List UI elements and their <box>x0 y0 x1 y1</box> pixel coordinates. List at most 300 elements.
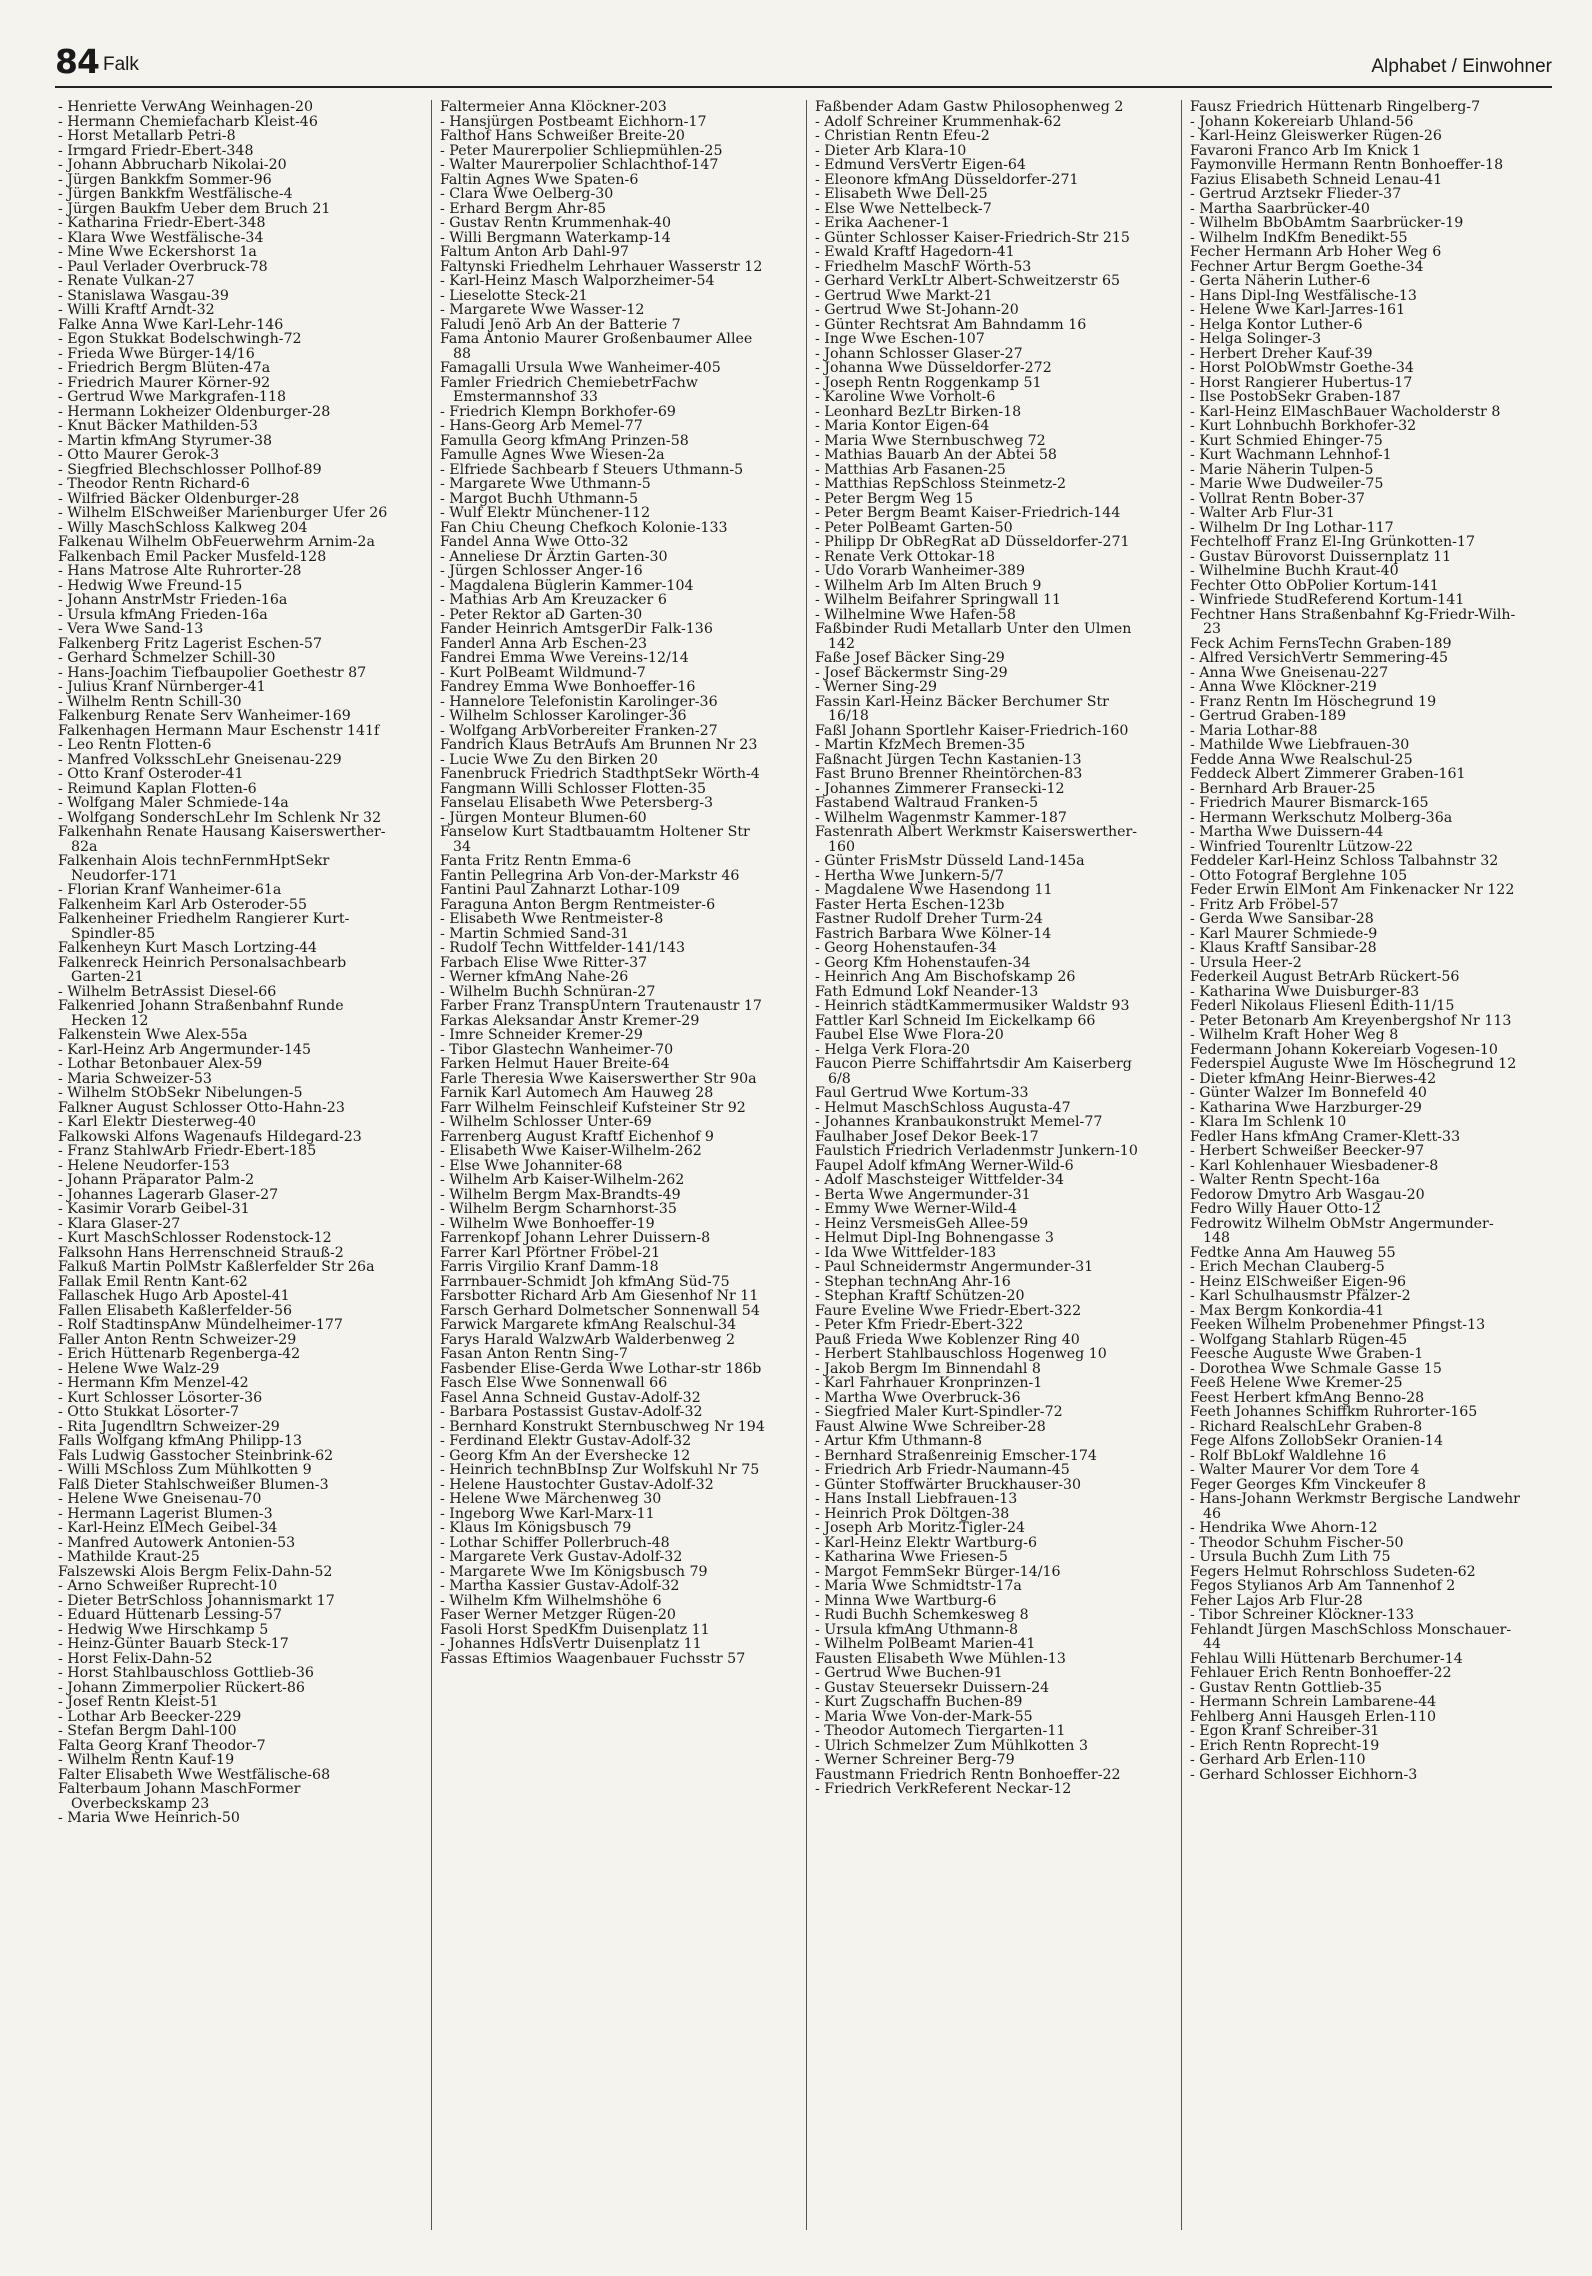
directory-entry: - Margarete Wwe Wasser-12 <box>440 302 645 318</box>
directory-entry: - Jürgen Bankkfm Sommer-96 <box>58 171 272 188</box>
directory-entry: - Jakob Bergm Im Binnendahl 8 <box>815 1360 1041 1377</box>
directory-entry: Famulla Georg kfmAng Prinzen-58 <box>440 432 689 449</box>
directory-entry: - Julius Kranf Nürnberger-41 <box>58 679 266 695</box>
directory-entry: - Ulrich Schmelzer Zum Mühlkotten 3 <box>815 1737 1088 1754</box>
directory-entry: - Stephan technAng Ahr-16 <box>815 1273 1011 1290</box>
directory-entry: - Willy MaschSchloss Kalkweg 204 <box>58 519 308 536</box>
directory-entry: - Vera Wwe Sand-13 <box>58 621 204 637</box>
directory-entry: - Josef Bäckermstr Sing-29 <box>815 664 1008 681</box>
directory-entry: - Martin kfmAng Styrumer-38 <box>58 432 273 449</box>
directory-entry: - Günter Stoffwärter Bruckhauser-30 <box>815 1476 1082 1493</box>
directory-entry: - Walter Rentn Specht-16a <box>1190 1172 1380 1188</box>
directory-entry: - Katharina Friedr-Ebert-348 <box>58 215 266 231</box>
directory-entry: - Hans Matrose Alte Ruhrorter-28 <box>58 563 302 579</box>
directory-entry: - Gerhard Schlosser Eichhorn-3 <box>1190 1766 1418 1783</box>
directory-entry: - Kurt MaschSchlosser Rodenstock-12 <box>58 1230 332 1246</box>
directory-entry: - Artur Kfm Uthmann-8 <box>815 1433 983 1449</box>
directory-entry: - Wilhelm Schlosser Unter-69 <box>440 1114 652 1130</box>
directory-entry: - Margot FemmSekr Bürger-14/16 <box>815 1563 1061 1580</box>
directory-column-1 <box>58 100 388 1826</box>
directory-entry: - Jürgen Schlosser Anger-16 <box>440 563 643 579</box>
directory-entry: - Gertrud Wwe Markt-21 <box>815 287 993 304</box>
directory-entry: - Emmy Wwe Werner-Wild-4 <box>815 1201 1017 1217</box>
directory-entry: Falkenheyn Kurt Masch Lortzing-44 <box>58 940 318 956</box>
directory-entry: - Renate Vulkan-27 <box>58 273 195 289</box>
directory-entry: Falkenreck Heinrich Personalsachbearb Garten-21 <box>58 954 347 985</box>
directory-entry: - Leo Rentn Flotten-6 <box>58 737 212 753</box>
directory-entry: - Jürgen Monteur Blumen-60 <box>440 809 647 826</box>
directory-entry: - Wilhelm Rentn Kauf-19 <box>58 1752 235 1768</box>
directory-entry: Fallak Emil Rentn Kant-62 <box>58 1273 248 1290</box>
directory-entry: - Wilhelm BbObAmtm Saarbrücker-19 <box>1190 215 1464 231</box>
directory-entry: - Joseph Arb Moritz-Tigler-24 <box>815 1520 1026 1536</box>
directory-entry: - Friedrich Klempn Borkhofer-69 <box>440 403 676 420</box>
directory-entry: Farrenberg August Kraftf Eichenhof 9 <box>440 1128 714 1145</box>
directory-entry: Fasan Anton Rentn Sing-7 <box>440 1346 628 1362</box>
directory-entry: - Helene Wwe Märchenweg 30 <box>440 1491 662 1507</box>
directory-entry: - Elfriede Sachbearb f Steuers Uthmann-5 <box>440 461 744 478</box>
directory-entry: Faster Herta Eschen-123b <box>815 896 1005 913</box>
directory-entry: - Bernhard Arb Brauer-25 <box>1190 780 1376 797</box>
directory-entry: Federmann Johann Kokereiarb Vogesen-10 <box>1190 1041 1498 1058</box>
directory-entry: - Stephan Kraftf Schützen-20 <box>815 1288 1025 1304</box>
directory-entry: Faure Eveline Wwe Friedr-Ebert-322 <box>815 1302 1082 1319</box>
directory-entry: - Horst Rangierer Hubertus-17 <box>1190 374 1413 391</box>
directory-entry: - Wolfgang ArbVorbereiter Franken-27 <box>440 722 718 739</box>
running-headword: Falk <box>103 54 139 75</box>
directory-entry: Fandrey Emma Wwe Bonhoeffer-16 <box>440 679 696 695</box>
directory-entry: Faßbender Adam Gastw Philosophenweg 2 <box>815 99 1124 115</box>
directory-entry: - Maria Wwe Schmidtstr-17a <box>815 1578 1022 1594</box>
directory-entry: - Winfriede StudReferend Kortum-141 <box>1190 592 1465 608</box>
directory-entry: - Werner kfmAng Nahe-26 <box>440 969 629 985</box>
directory-entry: - Johannes Zimmerer Fransecki-12 <box>815 780 1065 797</box>
directory-entry: - Wilhelmine Buchh Kraut-40 <box>1190 563 1399 579</box>
directory-entry: - Johann AnstrMstr Frieden-16a <box>58 592 288 608</box>
directory-entry: - Wilhelm IndKfm Benedikt-55 <box>1190 229 1408 246</box>
directory-entry: - Ewald Kraftf Hagedorn-41 <box>815 244 1015 260</box>
directory-entry: - Siegfried Maler Kurt-Spindler-72 <box>815 1404 1063 1420</box>
directory-entry: Falkuß Martin PolMstr Kaßlerfelder Str 26a <box>58 1259 375 1275</box>
directory-entry: Fedler Hans kfmAng Cramer-Klett-33 <box>1190 1128 1461 1145</box>
directory-entry: Fasch Else Wwe Sonnenwall 66 <box>440 1375 668 1391</box>
directory-entry: Fallaschek Hugo Arb Apostel-41 <box>58 1288 290 1304</box>
directory-entry: - Gustav Bürovorst Duissernplatz 11 <box>1190 548 1452 565</box>
directory-entry: - Magdalene Wwe Hasendong 11 <box>815 882 1053 898</box>
directory-entry: Fausten Elisabeth Wwe Mühlen-13 <box>815 1650 1066 1667</box>
directory-entry: - Peter Bergm Beamt Kaiser-Friedrich-144 <box>815 505 1121 521</box>
directory-entry: Farsch Gerhard Dolmetscher Sonnenwall 54 <box>440 1302 760 1319</box>
directory-entry: Faludi Jenö Arb An der Batterie 7 <box>440 316 681 333</box>
directory-entry: Fechner Artur Bergm Goethe-34 <box>1190 258 1424 275</box>
directory-entry: Falkenhain Alois technFernmHptSekr Neudorfer-171 <box>58 853 330 884</box>
directory-entry: Farrenkopf Johann Lehrer Duissern-8 <box>440 1230 711 1246</box>
directory-entry: Falkenheim Karl Arb Osteroder-55 <box>58 896 307 913</box>
directory-entry: - Helmut MaschSchloss Augusta-47 <box>815 1099 1071 1116</box>
directory-entry: Fedde Anna Wwe Realschul-25 <box>1190 751 1413 768</box>
directory-entry: - Wilfried Bäcker Oldenburger-28 <box>58 490 300 507</box>
directory-entry: - Gerhard Arb Erlen-110 <box>1190 1752 1366 1768</box>
directory-entry: - Karl-Heinz Elektr Wartburg-6 <box>815 1534 1037 1551</box>
directory-entry: - Werner Schreiner Berg-79 <box>815 1752 1015 1768</box>
directory-entry: Falkenhagen Hermann Maur Eschenstr 141f <box>58 722 380 739</box>
directory-entry: Fecher Hermann Arb Hoher Weg 6 <box>1190 244 1442 260</box>
directory-entry: - Wilhelm PolBeamt Marien-41 <box>815 1636 1036 1652</box>
directory-entry: - Philipp Dr ObRegRat aD Düsseldorfer-271 <box>815 534 1130 550</box>
directory-entry: - Dieter kfmAng Heinr-Bierwes-42 <box>1190 1070 1437 1087</box>
directory-entry: Falksohn Hans Herrenschneid Strauß-2 <box>58 1244 344 1261</box>
directory-entry: - Hans Install Liebfrauen-13 <box>815 1491 1018 1507</box>
directory-entry: - Hedwig Wwe Hirschkamp 5 <box>58 1621 269 1638</box>
directory-entry: Feher Lajos Arb Flur-28 <box>1190 1592 1363 1609</box>
directory-entry: - Elisabeth Wwe Rentmeister-8 <box>440 911 664 927</box>
directory-entry: - Mathias Bauarb An der Abtei 58 <box>815 447 1057 463</box>
directory-entry: - Kurt Schlosser Lösorter-36 <box>58 1389 263 1406</box>
directory-entry: - Mathilde Wwe Liebfrauen-30 <box>1190 737 1410 753</box>
directory-entry: - Florian Kranf Wanheimer-61a <box>58 882 282 898</box>
directory-entry: Fander Heinrich AmtsgerDir Falk-136 <box>440 621 713 637</box>
column-divider <box>431 100 432 2230</box>
directory-entry: Fanselow Kurt Stadtbauamtm Holtener Str 34 <box>440 824 750 855</box>
directory-entry: - Günter Schlosser Kaiser-Friedrich-Str 215 <box>815 229 1130 246</box>
directory-entry: - Walter Arb Flur-31 <box>1190 505 1335 521</box>
directory-entry: - Hans-Joachim Tiefbaupolier Goethestr 87 <box>58 664 367 681</box>
directory-entry: - Marie Wwe Dudweiler-75 <box>1190 476 1384 492</box>
directory-entry: Fanenbruck Friedrich StadthptSekr Wörth-4 <box>440 766 760 782</box>
directory-entry: - Joseph Rentn Roggenkamp 51 <box>815 374 1042 391</box>
directory-entry: Feger Georges Kfm Vinckeufer 8 <box>1190 1476 1427 1493</box>
directory-entry: - Ursula Buchh Zum Lith 75 <box>1190 1549 1391 1565</box>
directory-entry: - Helga Kontor Luther-6 <box>1190 316 1363 333</box>
directory-entry: - Wolfgang Stahlarb Rügen-45 <box>1190 1331 1408 1348</box>
directory-entry: Feddeler Karl-Heinz Schloss Talbahnstr 32 <box>1190 853 1499 869</box>
directory-entry: Falkenried Johann Straßenbahnf Runde Hecken 12 <box>58 998 344 1029</box>
directory-entry: - Renate Verk Ottokar-18 <box>815 548 996 565</box>
directory-entry: Fazius Elisabeth Schneid Lenau-41 <box>1190 171 1443 188</box>
directory-entry: Faust Alwine Wwe Schreiber-28 <box>815 1418 1046 1435</box>
directory-entry: - Ferdinand Elektr Gustav-Adolf-32 <box>440 1433 692 1449</box>
directory-entry: - Rita Jugendltrn Schweizer-29 <box>58 1418 280 1435</box>
directory-entry: Feck Achim FernsTechn Graben-189 <box>1190 635 1452 652</box>
directory-entry: - Marie Näherin Tulpen-5 <box>1190 461 1374 478</box>
directory-entry: Faßbinder Rudi Metallarb Unter den Ulmen 142 <box>815 621 1132 652</box>
directory-entry: - Friedrich Maurer Bismarck-165 <box>1190 795 1429 811</box>
directory-entry: Federkeil August BetrArb Rückert-56 <box>1190 969 1460 985</box>
directory-entry: - Peter Rektor aD Garten-30 <box>440 606 643 623</box>
directory-entry: Faßl Johann Sportlehr Kaiser-Friedrich-160 <box>815 722 1129 739</box>
directory-entry: - Heinrich Ang Am Bischofskamp 26 <box>815 969 1076 985</box>
directory-entry: - Hannelore Telefonistin Karolinger-36 <box>440 693 718 710</box>
directory-entry: - Gerhard Schmelzer Schill-30 <box>58 650 276 666</box>
directory-entry: - Margot Buchh Uthmann-5 <box>440 490 639 507</box>
directory-entry: - Wilhelmine Wwe Hafen-58 <box>815 606 1016 623</box>
directory-entry: - Karl Kohlenhauer Wiesbadener-8 <box>1190 1157 1439 1174</box>
directory-entry: Fassas Eftimios Waagenbauer Fuchsstr 57 <box>440 1650 746 1667</box>
directory-entry: Faulstich Friedrich Verladenmstr Junkern-10 <box>815 1143 1138 1159</box>
directory-entry: Faucon Pierre Schiffahrtsdir Am Kaiserberg 6/8 <box>815 1056 1132 1087</box>
column-divider <box>1181 100 1182 2230</box>
directory-entry: - Matthias RepSchloss Steinmetz-2 <box>815 476 1067 492</box>
directory-entry: Falszewski Alois Bergm Felix-Dahn-52 <box>58 1563 333 1580</box>
directory-entry: - Lothar Schiffer Pollerbruch-48 <box>440 1534 670 1551</box>
directory-entry: Fastner Rudolf Dreher Turm-24 <box>815 911 1043 927</box>
directory-entry: - Berta Wwe Angermunder-31 <box>815 1186 1031 1203</box>
directory-entry: Fals Ludwig Gasstocher Steinbrink-62 <box>58 1447 334 1464</box>
directory-entry: - Kurt PolBeamt Wildmund-7 <box>440 664 646 681</box>
directory-entry: - Johann Schlosser Glaser-27 <box>815 345 1023 362</box>
directory-entry: - Willi Bergmann Waterkamp-14 <box>440 229 671 246</box>
directory-entry: - Wulf Elektr Münchener-112 <box>440 505 651 521</box>
directory-entry: Faltynski Friedhelm Lehrhauer Wasserstr 12 <box>440 258 763 275</box>
directory-entry: - Georg Hohenstaufen-34 <box>815 940 997 956</box>
directory-entry: - Horst PolObWmstr Goethe-34 <box>1190 360 1414 376</box>
directory-entry: - Gertrud Wwe Buchen-91 <box>815 1665 1003 1681</box>
directory-entry: - Günter Rechtsrat Am Bahndamm 16 <box>815 316 1087 333</box>
directory-entry: - Wilhelm Bergm Scharnhorst-35 <box>440 1201 677 1217</box>
directory-entry: - Ursula kfmAng Uthmann-8 <box>815 1621 1019 1638</box>
directory-entry: - Leonhard BezLtr Birken-18 <box>815 403 1022 420</box>
directory-entry: - Theodor Automech Tiergarten-11 <box>815 1723 1066 1739</box>
directory-entry: Fallen Elisabeth Kaßlerfelder-56 <box>58 1302 292 1319</box>
directory-entry: Falkenburg Renate Serv Wanheimer-169 <box>58 708 351 724</box>
directory-entry: - Gertrud Graben-189 <box>1190 708 1347 724</box>
directory-entry: Faßnacht Jürgen Techn Kastanien-13 <box>815 751 1082 768</box>
directory-entry: Fassin Karl-Heinz Bäcker Berchumer Str 16/18 <box>815 693 1109 724</box>
directory-entry: - Johann Abbrucharb Nikolai-20 <box>58 157 287 173</box>
directory-entry: - Adolf Maschsteiger Wittfelder-34 <box>815 1172 1065 1188</box>
directory-entry: Falthof Hans Schweißer Breite-20 <box>440 128 685 144</box>
directory-entry: - Wolfgang Maler Schmiede-14a <box>58 795 289 811</box>
directory-entry: - Theodor Rentn Richard-6 <box>58 476 250 492</box>
directory-entry: Falkowski Alfons Wagenaufs Hildegard-23 <box>58 1128 362 1145</box>
directory-entry: - Mine Wwe Eckershorst 1a <box>58 244 257 260</box>
directory-entry: Fehlau Willi Hüttenarb Berchumer-14 <box>1190 1650 1463 1667</box>
directory-entry: - Imre Schneider Kremer-29 <box>440 1027 643 1043</box>
directory-entry: - Eleonore kfmAng Düsseldorfer-271 <box>815 171 1079 188</box>
directory-entry: - Erika Aachener-1 <box>815 215 950 231</box>
directory-entry: - Manfred Autowerk Antonien-53 <box>58 1534 296 1551</box>
directory-entry: - Karoline Wwe Vorholt-6 <box>815 389 996 405</box>
directory-entry: - Willi MSchloss Zum Mühlkotten 9 <box>58 1462 312 1478</box>
directory-entry: - Wilhelm Dr Ing Lothar-117 <box>1190 519 1394 536</box>
directory-entry: Farrer Karl Pförtner Fröbel-21 <box>440 1244 661 1261</box>
directory-entry: Faller Anton Rentn Schweizer-29 <box>58 1331 297 1348</box>
column-divider <box>806 100 807 2230</box>
directory-entry: Falkenau Wilhelm ObFeuerwehrm Arnim-2a <box>58 534 375 550</box>
directory-entry: Fandel Anna Wwe Otto-32 <box>440 534 629 550</box>
directory-entry: - Helmut Dipl-Ing Bohnengasse 3 <box>815 1230 1054 1246</box>
directory-entry: - Maria Lothar-88 <box>1190 722 1318 739</box>
directory-entry: - Karl-Heinz Arb Angermunder-145 <box>58 1041 312 1058</box>
directory-entry: - Vollrat Rentn Bober-37 <box>1190 490 1365 507</box>
directory-entry: - Erich Hüttenarb Regenberga-42 <box>58 1346 301 1362</box>
directory-entry: - Fritz Arb Fröbel-57 <box>1190 896 1339 913</box>
section-title: Alphabet / Einwohner <box>1371 56 1552 77</box>
directory-entry: - Hans-Georg Arb Memel-77 <box>440 418 643 434</box>
directory-entry: Fechtner Hans Straßenbahnf Kg-Friedr-Wilh-23 <box>1190 606 1516 637</box>
directory-entry: Fechtelhoff Franz El-Ing Grünkotten-17 <box>1190 534 1475 550</box>
directory-entry: Federspiel Auguste Wwe Im Höschegrund 12 <box>1190 1056 1517 1072</box>
directory-entry: - Egon Stukkat Bodelschwingh-72 <box>58 331 302 347</box>
directory-entry: - Kurt Wachmann Lehnhof-1 <box>1190 447 1392 463</box>
directory-entry: Farle Theresia Wwe Kaiserswerther Str 90a <box>440 1070 757 1087</box>
directory-entry: - Stefan Bergm Dahl-100 <box>58 1723 237 1739</box>
directory-entry: - Karl Elektr Diesterweg-40 <box>58 1114 257 1130</box>
directory-entry: Farris Virgilio Kranf Damm-18 <box>440 1259 659 1275</box>
directory-entry: Fastabend Waltraud Franken-5 <box>815 795 1039 811</box>
directory-entry: - Maria Schweizer-53 <box>58 1070 212 1087</box>
directory-entry: Fast Bruno Brenner Rheintörchen-83 <box>815 766 1083 782</box>
directory-entry: Federl Nikolaus Fliesenl Edith-11/15 <box>1190 998 1455 1014</box>
directory-entry: - Wolfgang SonderschLehr Im Schlenk Nr 32 <box>58 809 382 826</box>
directory-entry: Falterbaum Johann MaschFormer Overbeckskamp 23 <box>58 1781 301 1812</box>
directory-entry: Fasbender Elise-Gerda Wwe Lothar-str 186b <box>440 1360 762 1377</box>
directory-column-4 <box>1190 100 1520 1782</box>
directory-entry: Famagalli Ursula Wwe Wanheimer-405 <box>440 360 721 376</box>
directory-entry: - Wilhelm Wagenmstr Kammer-187 <box>815 809 1067 826</box>
directory-entry: - Karl Maurer Schmiede-9 <box>1190 925 1378 942</box>
directory-entry: - Paul Verlader Overbruck-78 <box>58 258 268 275</box>
directory-entry: - Wilhelm Buchh Schnüran-27 <box>440 983 656 1000</box>
directory-entry: - Martha Saarbrücker-40 <box>1190 200 1370 217</box>
directory-entry: - Herbert Schweißer Beecker-97 <box>1190 1143 1425 1159</box>
directory-entry: - Margarete Wwe Im Königsbusch 79 <box>440 1563 708 1580</box>
directory-entry: - Helene Wwe Walz-29 <box>58 1360 220 1377</box>
page-header <box>55 40 1552 88</box>
directory-entry: - Hedwig Wwe Freund-15 <box>58 577 243 594</box>
directory-entry: - Martha Wwe Overbruck-36 <box>815 1389 1021 1406</box>
directory-entry: - Karl-Heinz Gleiswerker Rügen-26 <box>1190 128 1442 144</box>
directory-entry: - Rolf BbLokf Waldlehne 16 <box>1190 1447 1387 1464</box>
directory-entry: - Johann Kokereiarb Uhland-56 <box>1190 113 1414 130</box>
directory-entry: Faltum Anton Arb Dahl-97 <box>440 244 629 260</box>
directory-entry: - Kurt Zugschaffn Buchen-89 <box>815 1694 1023 1710</box>
directory-entry: Farkas Aleksandar Anstr Kremer-29 <box>440 1012 700 1029</box>
directory-entry: - Lothar Betonbauer Alex-59 <box>58 1056 263 1072</box>
directory-entry: - Rolf StadtinspAnw Mündelheimer-177 <box>58 1317 343 1333</box>
directory-entry: - Gertrud Wwe Markgrafen-118 <box>58 389 287 405</box>
directory-entry: - Klara Wwe Westfälische-34 <box>58 229 264 246</box>
directory-entry: Falta Georg Kranf Theodor-7 <box>58 1737 266 1754</box>
directory-entry: - Bernhard Konstrukt Sternbuschweg Nr 194 <box>440 1418 765 1435</box>
directory-entry: - Hertha Wwe Junkern-5/7 <box>815 867 1004 884</box>
directory-entry: - Anna Wwe Klöckner-219 <box>1190 679 1377 695</box>
directory-entry: - Barbara Postassist Gustav-Adolf-32 <box>440 1404 703 1420</box>
directory-entry: Farken Helmut Hauer Breite-64 <box>440 1056 670 1072</box>
directory-entry: - Jürgen Baukfm Ueber dem Bruch 21 <box>58 200 331 217</box>
directory-entry: Famulle Agnes Wwe Wiesen-2a <box>440 447 665 463</box>
directory-entry: - Else Wwe Johanniter-68 <box>440 1157 623 1174</box>
directory-entry: - Ursula Heer-2 <box>1190 954 1302 971</box>
directory-entry: Falkenstein Wwe Alex-55a <box>58 1027 248 1043</box>
directory-entry: Faubel Else Wwe Flora-20 <box>815 1027 1004 1043</box>
directory-entry: - Otto Maurer Gerok-3 <box>58 447 220 463</box>
directory-entry: - Stanislawa Wasgau-39 <box>58 287 229 304</box>
directory-entry: - Elisabeth Wwe Dell-25 <box>815 186 988 202</box>
directory-entry: - Gerda Wwe Sansibar-28 <box>1190 911 1374 927</box>
directory-entry: - Jürgen Bankkfm Westfälische-4 <box>58 186 293 202</box>
directory-entry: Feeken Wilhelm Probenehmer Pfingst-13 <box>1190 1317 1486 1333</box>
directory-entry: - Peter Bergm Weg 15 <box>815 490 974 507</box>
directory-entry: - Walter Maurerpolier Schlachthof-147 <box>440 157 719 173</box>
directory-entry: Farsbotter Richard Arb Am Giesenhof Nr 11 <box>440 1288 759 1304</box>
directory-entry: Fausz Friedrich Hüttenarb Ringelberg-7 <box>1190 99 1481 115</box>
directory-entry: Falkenhahn Renate Hausang Kaiserswerther-82a <box>58 824 386 855</box>
directory-entry: Falter Elisabeth Wwe Westfälische-68 <box>58 1766 331 1783</box>
directory-entry: - Gerta Näherin Luther-6 <box>1190 273 1371 289</box>
directory-entry: - Richard RealschLehr Graben-8 <box>1190 1418 1423 1435</box>
directory-entry: Farnik Karl Automech Am Hauweg 28 <box>440 1085 714 1101</box>
directory-entry: - Wilhelm StObSekr Nibelungen-5 <box>58 1085 303 1101</box>
directory-entry: - Kurt Schmied Ehinger-75 <box>1190 432 1383 449</box>
directory-entry: - Tibor Glastechn Wanheimer-70 <box>440 1041 674 1058</box>
directory-entry: Falß Dieter Stahlschweißer Blumen-3 <box>58 1476 329 1493</box>
directory-entry: Farr Wilhelm Feinschleif Kufsteiner Str 92 <box>440 1099 746 1116</box>
directory-entry: - Hermann Kfm Menzel-42 <box>58 1375 249 1391</box>
directory-entry: Fedro Willy Hauer Otto-12 <box>1190 1201 1381 1217</box>
directory-entry: - Otto Stukkat Lösorter-7 <box>58 1404 240 1420</box>
directory-entry: Farbach Elise Wwe Ritter-37 <box>440 954 648 971</box>
directory-entry: Fangmann Willi Schlosser Flotten-35 <box>440 780 707 797</box>
directory-entry: - Christian Rentn Efeu-2 <box>815 128 990 144</box>
directory-entry: Fanderl Anna Arb Eschen-23 <box>440 635 647 652</box>
directory-entry: - Udo Vorarb Wanheimer-389 <box>815 563 1026 579</box>
directory-entry: - Martha Kassier Gustav-Adolf-32 <box>440 1578 680 1594</box>
directory-entry: - Werner Sing-29 <box>815 679 938 695</box>
directory-entry: - Winfried Tourenltr Lützow-22 <box>1190 838 1414 855</box>
directory-entry: Falkenberg Fritz Lagerist Eschen-57 <box>58 635 322 652</box>
directory-entry: - Johannes Kranbaukonstrukt Memel-77 <box>815 1114 1103 1130</box>
directory-entry: - Karl Fahrhauer Kronprinzen-1 <box>815 1375 1043 1391</box>
directory-entry: - Günter FrisMstr Düsseld Land-145a <box>815 853 1085 869</box>
directory-entry: - Kasimir Vorarb Geibel-31 <box>58 1201 250 1217</box>
directory-entry: - Georg Kfm Hohenstaufen-34 <box>815 954 1031 971</box>
directory-entry: Pauß Frieda Wwe Koblenzer Ring 40 <box>815 1331 1080 1348</box>
directory-entry: - Maria Wwe Sternbuschweg 72 <box>815 432 1046 449</box>
directory-entry: - Katharina Wwe Harzburger-29 <box>1190 1099 1422 1116</box>
directory-entry: - Otto Fotograf Berglehne 105 <box>1190 867 1408 884</box>
directory-entry: Fasoli Horst SpedKfm Duisenplatz 11 <box>440 1621 710 1638</box>
directory-entry: Fath Edmund Lokf Neander-13 <box>815 983 1039 1000</box>
directory-entry: - Egon Kranf Schreiber-31 <box>1190 1723 1380 1739</box>
directory-entry: - Anna Wwe Gneisenau-227 <box>1190 664 1389 681</box>
directory-entry: Faltermeier Anna Klöckner-203 <box>440 99 667 115</box>
directory-entry: Feder Erwin ElMont Am Finkenacker Nr 122 <box>1190 882 1515 898</box>
directory-entry: Fastenrath Albert Werkmstr Kaiserswerther-160 <box>815 824 1138 855</box>
directory-entry: - Hansjürgen Postbeamt Eichhorn-17 <box>440 113 707 130</box>
directory-entry: Faltin Agnes Wwe Spaten-6 <box>440 171 639 188</box>
directory-entry: - Magdalena Büglerin Kammer-104 <box>440 577 694 594</box>
directory-entry: - Otto Kranf Osteroder-41 <box>58 766 244 782</box>
directory-entry: - Erhard Bergm Ahr-85 <box>440 200 607 217</box>
directory-entry: - Johann Präparator Palm-2 <box>58 1172 255 1188</box>
directory-entry: - Friedrich VerkReferent Neckar-12 <box>815 1781 1072 1797</box>
directory-entry: Fedorow Dmytro Arb Wasgau-20 <box>1190 1186 1425 1203</box>
directory-entry: - Friedhelm MaschF Wörth-53 <box>815 258 1032 275</box>
directory-entry: - Katharina Wwe Duisburger-83 <box>1190 983 1420 1000</box>
directory-entry: - Walter Maurer Vor dem Tore 4 <box>1190 1462 1420 1478</box>
directory-entry: - Peter Maurerpolier Schliepmühlen-25 <box>440 142 723 159</box>
directory-entry: - Rudolf Techn Wittfelder-141/143 <box>440 940 685 956</box>
directory-entry: Fandrei Emma Wwe Vereins-12/14 <box>440 650 689 666</box>
directory-entry: Farrnbauer-Schmidt Joh kfmAng Süd-75 <box>440 1273 730 1290</box>
directory-entry: - Eduard Hüttenarb Lessing-57 <box>58 1607 282 1623</box>
directory-column-3 <box>815 100 1145 1797</box>
directory-entry: - Knut Bäcker Mathilden-53 <box>58 418 258 434</box>
directory-entry: - Klaus Im Königsbusch 79 <box>440 1520 632 1536</box>
directory-entry: - Josef Rentn Kleist-51 <box>58 1694 219 1710</box>
directory-entry: - Heinrich städtKammermusiker Waldstr 93 <box>815 998 1130 1014</box>
